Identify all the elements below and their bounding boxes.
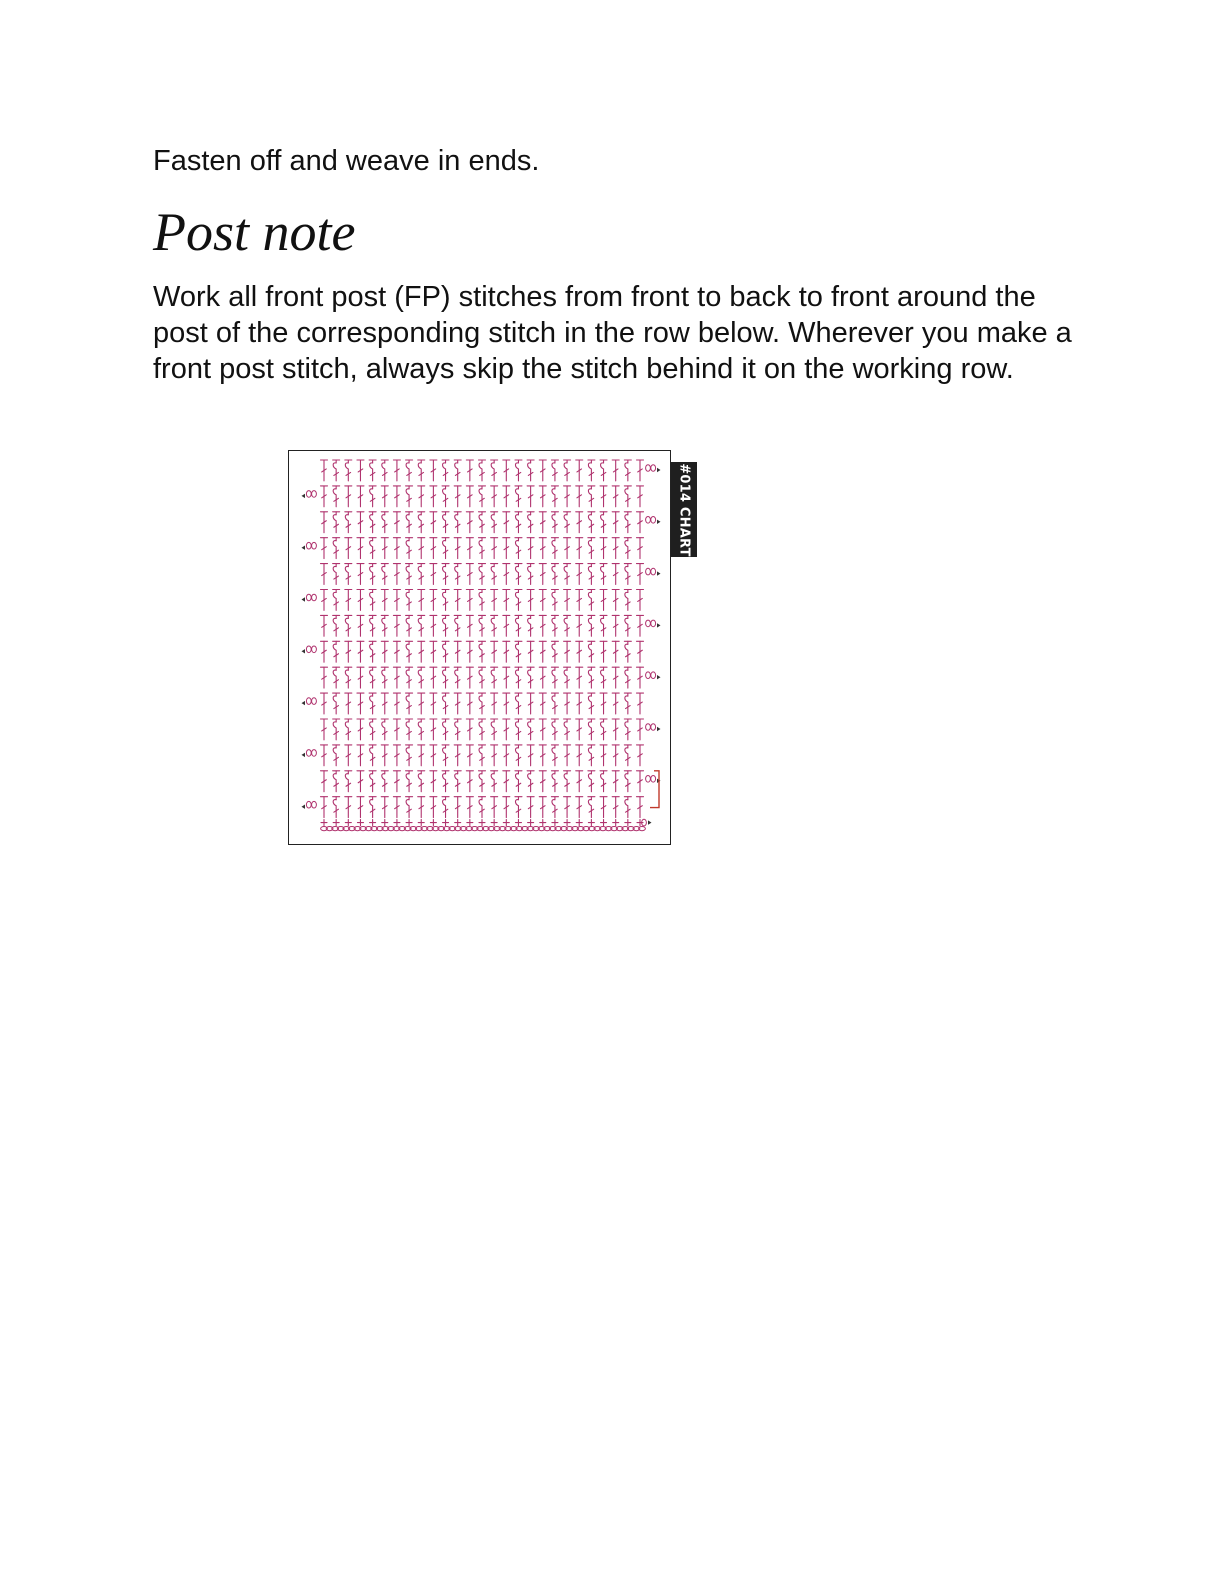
section-heading: Post note (153, 202, 356, 262)
stitch-chart (288, 450, 672, 846)
chart-label-tab (671, 462, 697, 557)
stitch-row (302, 797, 644, 818)
chart-label-text: #014 CHART (676, 462, 692, 557)
intro-text: Fasten off and weave in ends. (153, 145, 540, 177)
stitch-row (302, 693, 644, 714)
stitch-row (302, 486, 644, 507)
single-crochet-row (321, 819, 652, 826)
stitch-row (321, 667, 661, 688)
foundation-chain-row (321, 827, 646, 831)
stitch-row (321, 615, 661, 636)
stitch-row (321, 512, 661, 533)
stitch-row (302, 745, 644, 766)
stitch-row (302, 538, 644, 559)
stitch-row (321, 564, 661, 585)
stitch-row (321, 460, 661, 481)
stitch-row (321, 771, 661, 792)
stitch-chart-figure (288, 450, 672, 846)
post-note-paragraph: Work all front post (FP) stitches from front to back to front around the post of the corresponding stitch in the row below. Wherever you make a front post stitch, always skip the stitch behind it on the working row. (153, 281, 1072, 385)
stitch-row (302, 641, 644, 662)
stitch-row (321, 719, 661, 740)
stitch-row (302, 590, 644, 611)
